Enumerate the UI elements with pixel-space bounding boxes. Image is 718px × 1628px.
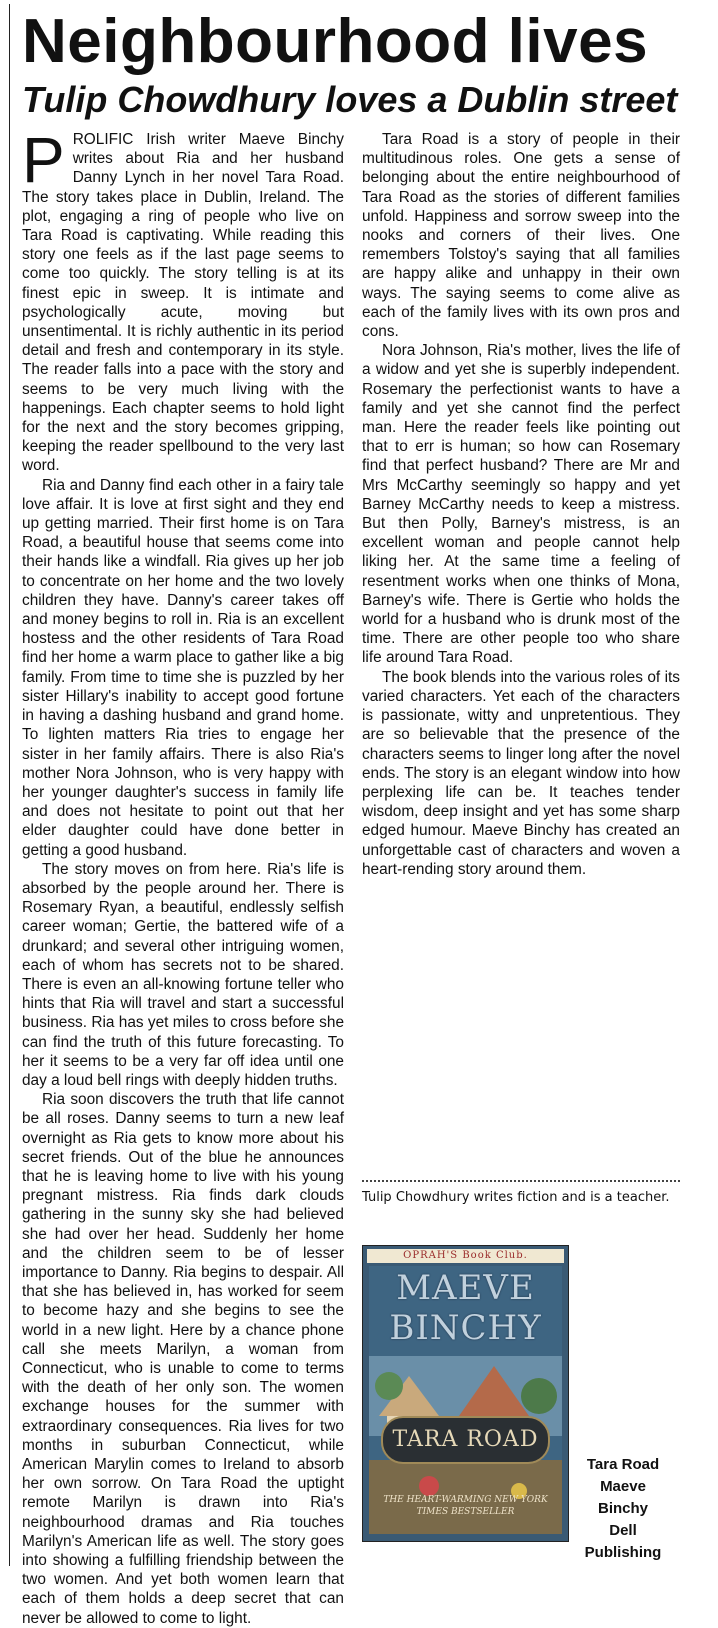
credit-author: Maeve Binchy <box>597 1478 648 1517</box>
article-paragraph-7: The book blends into the various roles of its varied characters. Yet each of the characters is passionate, witty and unpretentious. They are so believable that the presence of the characters seems to linger long after the novel ends. The story is an elegant window into how perplexing life can be. It teaches tender wisdom, deep insight and yet has some sharp edged humour. Maeve Binchy has created an unforgettable cast of characters and woven a heart-rending story around them. <box>362 668 680 878</box>
article-paragraph-4: Ria soon discovers the truth that life cannot be all roses. Danny seems to turn a new leaf overnight as Ria gets to know more about his secret friends. Out of the blue he announces that he is leaving home to live with his young pregnant mistress. Ria finds dark clouds gathering in the sunny sky she had believed she had over her head. Suddenly her home and the children seem to be of lesser importance to Danny. Ria begins to despair. All that she has believed in, has worked for seem to become hazy and she begins to see the world in a new light. Here by a chance phone call she meets Marilyn, a woman from Connecticut, who is unable to come to terms with the death of her only son. The women exchange houses for the summer with extraordinary consequences. Ria lives for two months in suburban Connecticut, while American Marylin comes to Ireland to absorb her own sorrow. On Tara Road the uptight remote Marilyn is drawn into Ria's neighbourhood dramas and Ria touches Marilyn's American life as well. The story goes into showing a fulfilling friendship between the two women. And yet both women learn that each of them holds a deep secret that can never be allowed to come to light. <box>22 1091 344 1627</box>
article-paragraph-1 <box>22 124 344 476</box>
article-paragraph-6: Nora Johnson, Ria's mother, lives the life of a widow and yet she is superbly independent. Rosemary the perfectionist wants to have a family and yet she cannot find the perfect man. Here the reader feels like pointing out that to err is human; so how can Rosemary find that perfect husband? There are Mr and Mrs McCarthy seemingly so happy and yet Barney McCarthy needs to keep a mistress. But then Polly, Barney's mistress, is an excellent woman and people cannot help liking her. At the same time a feeling of resentment works when one thinks of Mona, Barney's wife. There is Gertie who holds the world for a husband who is drunk most of the time. There are other people too who share life around Tara Road. <box>362 342 680 667</box>
article-paragraph-2: Ria and Danny find each other in a fairy tale love affair. It is love at first sight and they end up getting married. Their first home is on Tara Road, a beautiful house that seems come into their hands like a windfall. Ria gives up her job to concentrate on her home and the two lovely children they have. Danny's career takes off and money begins to roll in. Ria is an excellent hostess and the other residents of Tara Road find her home a warm place to gather like a big family. From time to time she is puzzled by her sister Hillary's inability to accept good fortune in having a dashing husband and grand home. To lighten matters Ria tries to engage her sister in her family affairs. There is also Ria's mother Nora Johnson, who is very happy with her younger daughter's success in family life and does not hesitate to point out that her elder daughter could have done better in getting a good husband. <box>22 476 344 859</box>
cover-blurb: THE HEART-WARMING NEW YORK TIMES BESTSELLER <box>383 1495 548 1517</box>
article-column-right <box>362 130 680 879</box>
cover-author-name: MAEVE BINCHY <box>389 1268 542 1348</box>
cover-title-plate <box>381 1416 550 1464</box>
article-column-left <box>22 124 344 1628</box>
drop-cap: P <box>22 124 65 196</box>
article-paragraph-3: The story moves on from here. Ria's life is absorbed by the people around her. There is Rosemary Ryan, a beautiful, endlessly selfish career woman; Gertie, the battered wife of a drunkard; and several other intriguing women, each of whom has secrets not to be shared. There is even an all-knowing fortune teller who hints that Ria will travel and start a successful business. Ria has yet miles to cross before she can find the truth of this future forecasting. To her it seems to be a very far off idea until one day a loud bell rings with deeply hidden truths. <box>22 860 344 1089</box>
book-credit <box>573 1454 673 1564</box>
cover-title: TARA ROAD <box>392 1427 539 1452</box>
credit-publisher-line1: Dell <box>609 1522 637 1539</box>
dotted-separator <box>362 1180 680 1182</box>
article-paragraph-5: Tara Road is a story of people in their multitudinous roles. One gets a sense of belonging about the entire neighbourhood of Tara Road as the stories of different families unfold. Happiness and sorrow sweep into the nooks and corners of their lives. One remembers Tolstoy's saying that all families are happy alike and unhappy in their own ways. The saying seems to come alive as each of the family lives with its own pros and cons. <box>362 131 680 341</box>
headline: Neighbourhood lives <box>22 7 649 76</box>
author-bio: Tulip Chowdhury writes fiction and is a teacher. <box>362 1190 670 1205</box>
subheadline: Tulip Chowdhury loves a Dublin street <box>22 79 678 120</box>
credit-title: Tara Road <box>586 1456 660 1473</box>
credit-publisher-line2: Publishing <box>584 1544 662 1561</box>
paragraph-text: ROLIFIC Irish writer Maeve Binchy writes about Ria and her husband Danny Lynch in her novel Tara Road. The story takes place in Dublin, Ireland. The plot, engaging a ring of people who live on Tara Road is captivating. While reading this story one feels as if the last page seems to come too quickly. The story telling is at its finest epic in sweep. It is intimate and psychologically acute, moving but unsentimental. It is richly authentic in its period detail and fresh and contemporary in its style. The reader falls into a pace with the story and seems to be very much living with the happenings. Each chapter seems to hold light for the next and the story becomes gripping, keeping the reader spellbound to the very last word. <box>22 131 344 475</box>
book-cover-image <box>362 1245 569 1542</box>
cover-club-band: OPRAH'S Book Club. <box>367 1249 564 1263</box>
